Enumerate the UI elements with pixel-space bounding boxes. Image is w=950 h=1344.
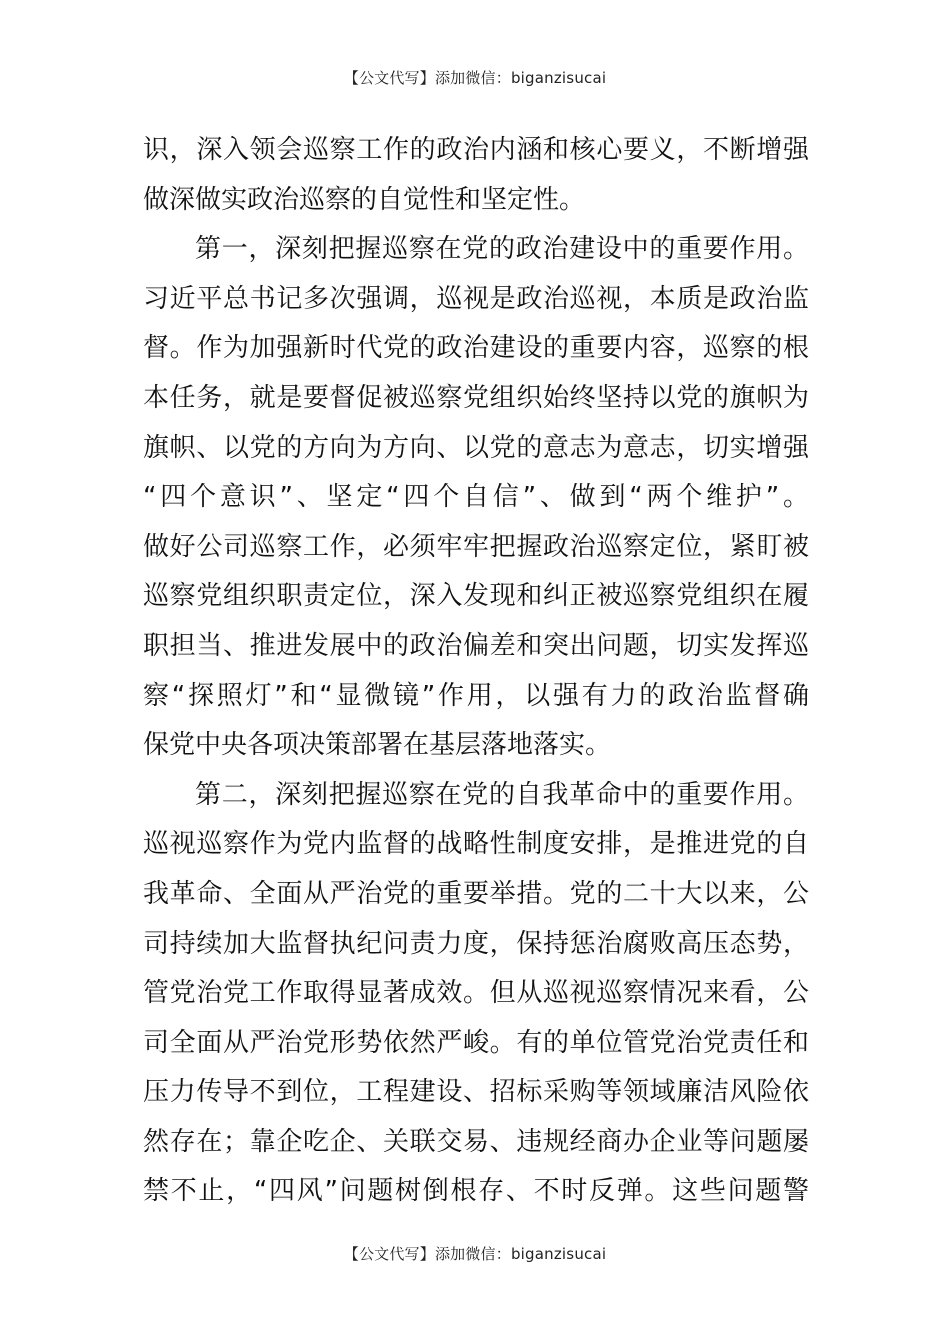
text-line: 本任务，就是要督促被巡察党组织始终坚持以党的旗帜为: [143, 382, 809, 413]
text-line: 做深做实政治巡察的自觉性和坚定性。: [143, 184, 586, 215]
text-line: 习近平总书记多次强调，巡视是政治巡视，本质是政治监: [143, 283, 809, 314]
text-line: 做好公司巡察工作，必须牢牢把握政治巡察定位，紧盯被: [143, 531, 809, 562]
text-line: 旗帜、以党的方向为方向、以党的意志为意志，切实增强: [143, 432, 809, 463]
text-line: 巡察党组织职责定位，深入发现和纠正被巡察党组织在履: [143, 581, 809, 612]
text-line: 然存在；靠企吃企、关联交易、违规经商办企业等问题屡: [143, 1126, 809, 1157]
text-line: 管党治党工作取得显著成效。但从巡视巡察情况来看，公: [143, 978, 809, 1009]
document-body: [143, 126, 809, 1217]
text-line: 司全面从严治党形势依然严峻。有的单位管党治党责任和: [143, 1027, 809, 1058]
text-line: 巡视巡察作为党内监督的战略性制度安排，是推进党的自: [143, 829, 809, 860]
text-line: 保党中央各项决策部署在基层落地落实。: [143, 730, 612, 761]
text-line: 我革命、全面从严治党的重要举措。党的二十大以来，公: [143, 878, 809, 909]
page-footer: 【公文代写】添加微信：biganzisucai: [343, 1245, 607, 1263]
text-line: 察“探照灯”和“显微镜”作用，以强有力的政治监督确: [143, 680, 809, 711]
text-line: 压力传导不到位，工程建设、招标采购等领域廉洁风险依: [143, 1077, 809, 1108]
text-line: 识，深入领会巡察工作的政治内涵和核心要义，不断增强: [143, 135, 809, 165]
text-line: 督。作为加强新时代党的政治建设的重要内容，巡察的根: [143, 333, 809, 364]
section-heading-line: 第一，深刻把握巡察在党的政治建设中的重要作用。: [195, 234, 809, 265]
section-heading-line: 第二，深刻把握巡察在党的自我革命中的重要作用。: [195, 779, 809, 810]
text-line: 禁不止，“四风”问题树倒根存、不时反弹。这些问题警: [143, 1176, 809, 1207]
text-line: 职担当、推进发展中的政治偏差和突出问题，切实发挥巡: [143, 630, 809, 661]
page-header: 【公文代写】添加微信：biganzisucai: [343, 69, 607, 87]
text-line: “四个意识”、坚定“四个自信”、做到“两个维护”。: [143, 482, 809, 513]
text-line: 司持续加大监督执纪问责力度，保持惩治腐败高压态势，: [143, 928, 809, 959]
